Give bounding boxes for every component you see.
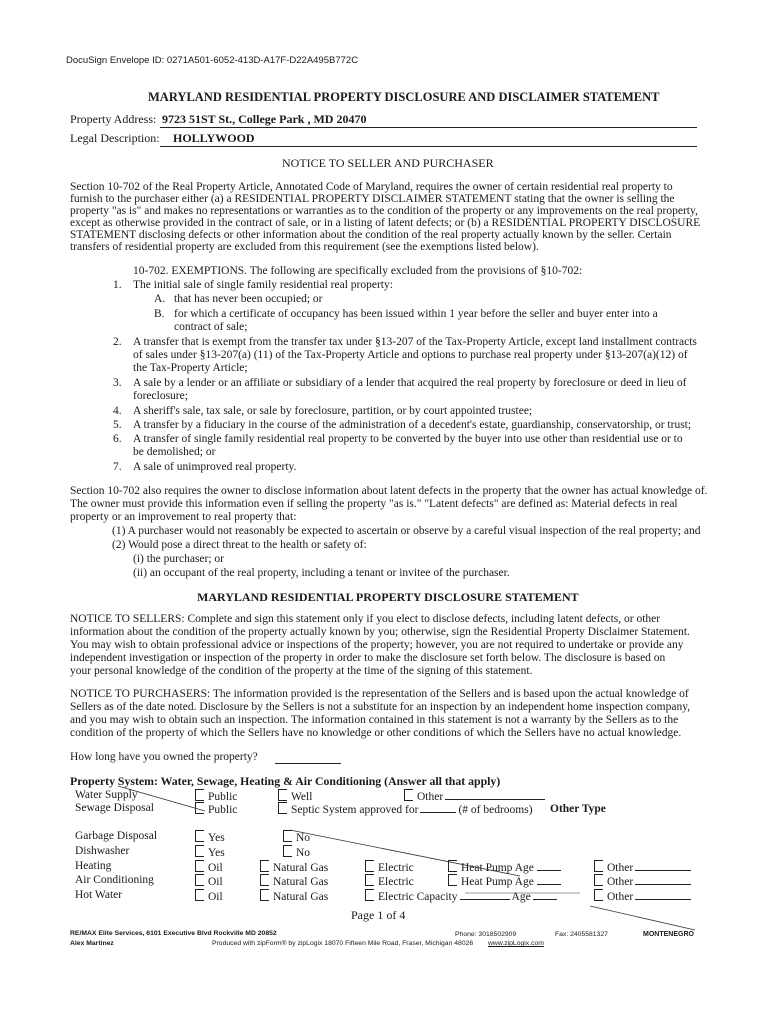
footer-fax: Fax: 2405581327 bbox=[555, 931, 608, 938]
exemption-number: 6. bbox=[113, 433, 122, 445]
exemption-line: of sales under §13-207(a) (11) of the Tax-Property Article and options to purchase real property under §13-207(a)(12) of bbox=[133, 349, 688, 361]
dishwasher-yes-option[interactable]: Yes bbox=[195, 845, 225, 859]
footer-phone: Phone: 3018502909 bbox=[455, 931, 517, 938]
heating-electric-option[interactable]: Electric bbox=[365, 860, 414, 874]
exemptions-intro: 10-702. EXEMPTIONS. The following are specifically excluded from the provisions of §10-702: bbox=[133, 265, 583, 277]
exemption-line: contract of sale; bbox=[174, 321, 248, 333]
envelope-id: DocuSign Envelope ID: 0271A501-6052-413D-A17F-D22A495B772C bbox=[66, 55, 359, 66]
exemption-number: B. bbox=[154, 308, 165, 320]
latent-line-2: The owner must provide this information even if selling the property "as is." "Latent defects" are defined as: Material defects in real bbox=[70, 498, 678, 510]
intro-line-1: Section 10-702 of the Real Property Article, Annotated Code of Maryland, requires the owner of certain residential real property to bbox=[70, 181, 673, 193]
latent-line-3: property or an improvement to real property that: bbox=[70, 511, 297, 523]
other-type-label: Other Type bbox=[550, 803, 606, 815]
ac-gas-option[interactable]: Natural Gas bbox=[260, 874, 328, 888]
intro-line-2: furnish to the purchaser either (a) a RESIDENTIAL PROPERTY DISCLAIMER STATEMENT stating that the owner is selling the bbox=[70, 193, 675, 205]
exemption-line: The initial sale of single family residential real property: bbox=[133, 279, 393, 291]
garbage-yes-option[interactable]: Yes bbox=[195, 830, 225, 844]
heating-gas-option[interactable]: Natural Gas bbox=[260, 860, 328, 874]
intro-line-4: except as otherwise provided in the contract of sale, or in a listing of latent defects; or (b) a RESIDENTIAL PROPERTY DISCLOSURE bbox=[70, 217, 701, 229]
purchasers-line-1: NOTICE TO PURCHASERS: The information provided is the representation of the Sellers and is based upon the actual knowledge of bbox=[70, 688, 689, 700]
latent-item-1: (1) A purchaser would not reasonably be expected to ascertain or observe by a careful visual inspection of the real property; and bbox=[112, 525, 701, 537]
sewage-disposal-label: Sewage Disposal bbox=[75, 802, 154, 814]
exemption-line: for which a certificate of occupancy has been issued within 1 year before the seller and buyer enter into a bbox=[174, 308, 658, 320]
exemption-number: 7. bbox=[113, 461, 122, 473]
hot-water-label: Hot Water bbox=[75, 889, 123, 901]
legal-description-label: Legal Description: bbox=[70, 131, 160, 145]
ac-other-option[interactable]: Other bbox=[594, 874, 691, 888]
air-conditioning-label: Air Conditioning bbox=[75, 874, 154, 886]
exemption-line: A transfer by a fiduciary in the course of the administration of a decedent's estate, guardianship, conservatorship, or trust; bbox=[133, 419, 692, 431]
exemption-line: the Tax-Property Article; bbox=[133, 362, 248, 374]
sellers-line-4: independent investigation or inspection of the property in order to make the disclosure set forth below. The disclosure is based on bbox=[70, 652, 666, 664]
exemption-line: A sale of unimproved real property. bbox=[133, 461, 297, 473]
footer-agent: Alex Martinez bbox=[70, 940, 114, 947]
sellers-line-5: your personal knowledge of the condition of the property at the time of the signing of this statement. bbox=[70, 665, 533, 677]
footer-agency: RE/MAX Elite Services, 6101 Executive Blvd Rockville MD 20852 bbox=[70, 930, 277, 937]
notice-heading: NOTICE TO SELLER AND PURCHASER bbox=[282, 156, 494, 170]
intro-line-6: transfers of residential property are excluded from this requirement (see the exemptions listed below). bbox=[70, 241, 539, 253]
footer-produced: Produced with zipForm® by zipLogix 18070 Fifteen Mile Road, Fraser, Michigan 48026 bbox=[212, 940, 474, 947]
property-address-label: Property Address: bbox=[70, 112, 157, 126]
purchasers-line-4: condition of the property of which the Sellers have no knowledge or other conditions of which the Sellers have no actual knowledge. bbox=[70, 727, 682, 739]
exemption-number: 1. bbox=[113, 279, 122, 291]
exemption-number: 5. bbox=[113, 419, 122, 431]
hotwater-gas-option[interactable]: Natural Gas bbox=[260, 889, 328, 903]
strike-line bbox=[590, 906, 695, 930]
sewage-public-option[interactable]: Public bbox=[195, 802, 237, 816]
purchasers-line-2: Sellers as of the date noted. Disclosure by the Sellers is not a substitute for an inspection by an independent home inspection company, bbox=[70, 701, 691, 713]
ac-heatpump-option[interactable]: Heat Pump Age bbox=[448, 874, 561, 888]
garbage-no-option[interactable]: No bbox=[283, 830, 310, 844]
water-well-option[interactable]: Well bbox=[278, 789, 312, 803]
water-supply-label: Water Supply bbox=[75, 789, 138, 801]
systems-heading: Property System: Water, Sewage, Heating & Air Conditioning (Answer all that apply) bbox=[70, 774, 501, 788]
dishwasher-label: Dishwasher bbox=[75, 845, 130, 857]
heating-oil-option[interactable]: Oil bbox=[195, 860, 223, 874]
sellers-line-3: You may wish to obtain professional advice or inspections of the property; however, you are not required to undertake or provide any bbox=[70, 639, 684, 651]
footer-url-link[interactable]: www.zipLogix.com bbox=[488, 940, 544, 947]
water-other-option[interactable]: Other bbox=[404, 789, 545, 803]
intro-line-5: STATEMENT disclosing defects or other information about the condition of the real property actually known by the seller. Certain bbox=[70, 229, 672, 241]
exemption-line: A transfer of single family residential real property to be converted by the buyer into use other than residential use or to bbox=[133, 433, 683, 445]
page-number: Page 1 of 4 bbox=[351, 908, 406, 922]
water-public-option[interactable]: Public bbox=[195, 789, 237, 803]
legal-description-value[interactable]: HOLLYWOOD bbox=[173, 131, 255, 145]
exemption-number: 2. bbox=[113, 336, 122, 348]
latent-item-2: (2) Would pose a direct threat to the health or safety of: bbox=[112, 539, 367, 551]
sellers-line-2: information about the condition of the property actually known by you; otherwise, sign the Residential Property Disclaimer Statement. bbox=[70, 626, 690, 638]
heating-heatpump-option[interactable]: Heat Pump Age bbox=[448, 860, 561, 874]
footer-name: MONTENEGRO bbox=[643, 931, 694, 938]
exemption-line: that has never been occupied; or bbox=[174, 293, 323, 305]
sellers-line-1: NOTICE TO SELLERS: Complete and sign this statement only if you elect to disclose defects, including latent defects, or other bbox=[70, 613, 661, 625]
heating-label: Heating bbox=[75, 860, 112, 872]
hotwater-oil-option[interactable]: Oil bbox=[195, 889, 223, 903]
exemption-line: foreclosure; bbox=[133, 390, 188, 402]
latent-line-1: Section 10-702 also requires the owner to disclose information about latent defects in the property that the owner has actual knowledge of. bbox=[70, 485, 708, 497]
latent-item-ii: (ii) an occupant of the real property, including a tenant or invitee of the purchaser. bbox=[133, 567, 510, 579]
disclosure-heading: MARYLAND RESIDENTIAL PROPERTY DISCLOSURE STATEMENT bbox=[197, 590, 579, 604]
exemption-line: A sheriff's sale, tax sale, or sale by foreclosure, partition, or by court appointed trustee; bbox=[133, 405, 533, 417]
owned-question: How long have you owned the property? bbox=[70, 751, 258, 763]
ac-oil-option[interactable]: Oil bbox=[195, 874, 223, 888]
hotwater-electric-option[interactable]: Electric Capacity Age bbox=[365, 889, 557, 903]
exemption-number: 4. bbox=[113, 405, 122, 417]
exemption-number: A. bbox=[154, 293, 166, 305]
document-title: MARYLAND RESIDENTIAL PROPERTY DISCLOSURE AND DISCLAIMER STATEMENT bbox=[148, 90, 660, 104]
hotwater-other-option[interactable]: Other bbox=[594, 889, 691, 903]
exemption-line: A transfer that is exempt from the transfer tax under §13-207 of the Tax-Property Article, except land installment contracts bbox=[133, 336, 697, 348]
exemption-number: 3. bbox=[113, 377, 122, 389]
intro-line-3: property "as is" and makes no representations or warranties as to the condition of the property or any improvements on the real property, bbox=[70, 205, 698, 217]
sewage-septic-option[interactable]: Septic System approved for (# of bedrooms) bbox=[278, 802, 533, 816]
latent-item-i: (i) the purchaser; or bbox=[133, 553, 225, 565]
strike-line bbox=[118, 786, 205, 811]
strike-line bbox=[290, 830, 520, 876]
purchasers-line-3: and you may wish to obtain such an inspection. The information contained in this statement is not a warranty by the Sellers as to the bbox=[70, 714, 679, 726]
heating-other-option[interactable]: Other bbox=[594, 860, 691, 874]
exemption-line: be demolished; or bbox=[133, 446, 216, 458]
ac-electric-option[interactable]: Electric bbox=[365, 874, 414, 888]
property-address-value[interactable]: 9723 51ST St., College Park , MD 20470 bbox=[162, 112, 367, 126]
garbage-disposal-label: Garbage Disposal bbox=[75, 830, 158, 842]
exemption-line: A sale by a lender or an affiliate or subsidiary of a lender that acquired the real property by foreclosure or deed in lieu of bbox=[133, 377, 687, 389]
dishwasher-no-option[interactable]: No bbox=[283, 845, 310, 859]
